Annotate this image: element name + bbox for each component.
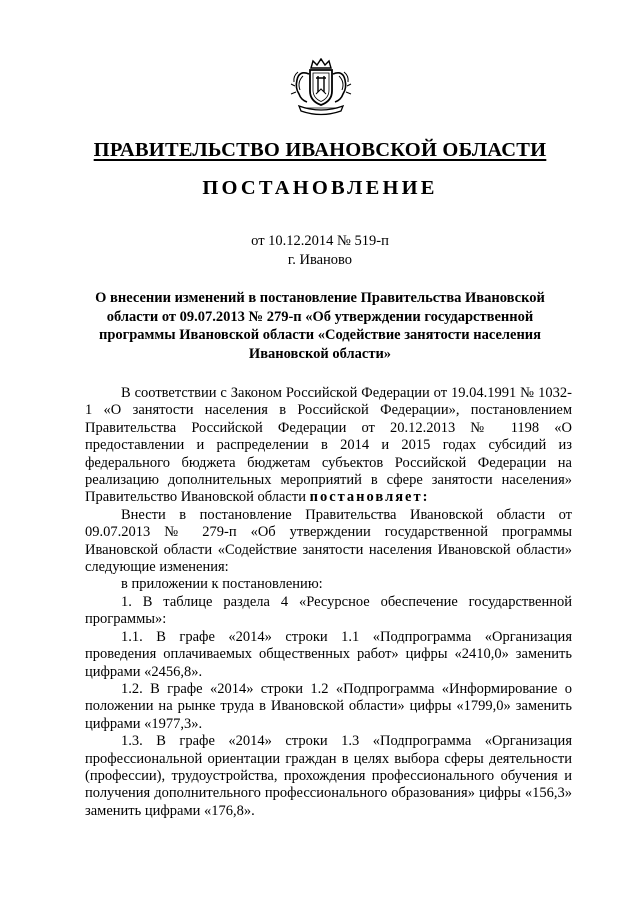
date-and-number: от 10.12.2014 № 519-п [251,233,389,249]
document-type: ПОСТАНОВЛЕНИЕ [202,177,438,199]
government-title: ПРАВИТЕЛЬСТВО ИВАНОВСКОЙ ОБЛАСТИ [93,139,547,161]
document-body [85,385,572,820]
paragraph: 1. В таблице раздела 4 «Ресурсное обеспечение государственной программы»: [85,593,572,628]
paragraph: 1.3. В графе «2014» строки 1.3 «Подпрограмма «Организация профессиональной ориентации граждан в целях выбора сферы деятельности (профессии), трудоустройства, прохождения профессионального обучения и получения дополнительного профессионального образования» цифры «156,3» заменить цифрами «176,8». [85,733,572,819]
coat-of-arms-icon [289,58,353,116]
paragraph: 1.2. В графе «2014» строки 1.2 «Подпрограмма «Информирование о положении на рынке труда в Ивановской области» цифры «1799,0» заменить цифрами «1977,3». [85,680,572,732]
resolves-keyword: постановляет: [309,489,430,506]
preamble-paragraph [85,385,572,507]
document-subject: О внесении изменений в постановление Правительства Ивановской области от 09.07.2013 № 279-п «Об утверждении государственной программы Ивановской области «Содействие занятости населения Ивановской области» [95,290,545,362]
city: г. Иваново [287,252,353,268]
preamble-text: В соответствии с Законом Российской Федерации от 19.04.1991 № 1032-1 «О занятости населения в Российской Федерации», постановлением Правительства Российской Федерации от 20.12.2013 № 1198 «О предоставлении и распределении в 2014 и 2015 годах субсидий из федерального бюджета бюджетам субъектов Российской Федерации на реализацию дополнительных мероприятий в сфере занятости населения» Правительство Ивановской области [85,385,572,506]
paragraph: 1.1. В графе «2014» строки 1.1 «Подпрограмма «Организация проведения оплачиваемых общественных работ» цифры «2410,0» заменить цифрами «2456,8». [85,628,572,680]
paragraph: в приложении к постановлению: [121,576,323,593]
paragraph: Внести в постановление Правительства Ивановской области от 09.07.2013 № 279-п «Об утверждении государственной программы Ивановской области «Содействие занятости населения Ивановской области» следующие изменения: [85,506,572,576]
